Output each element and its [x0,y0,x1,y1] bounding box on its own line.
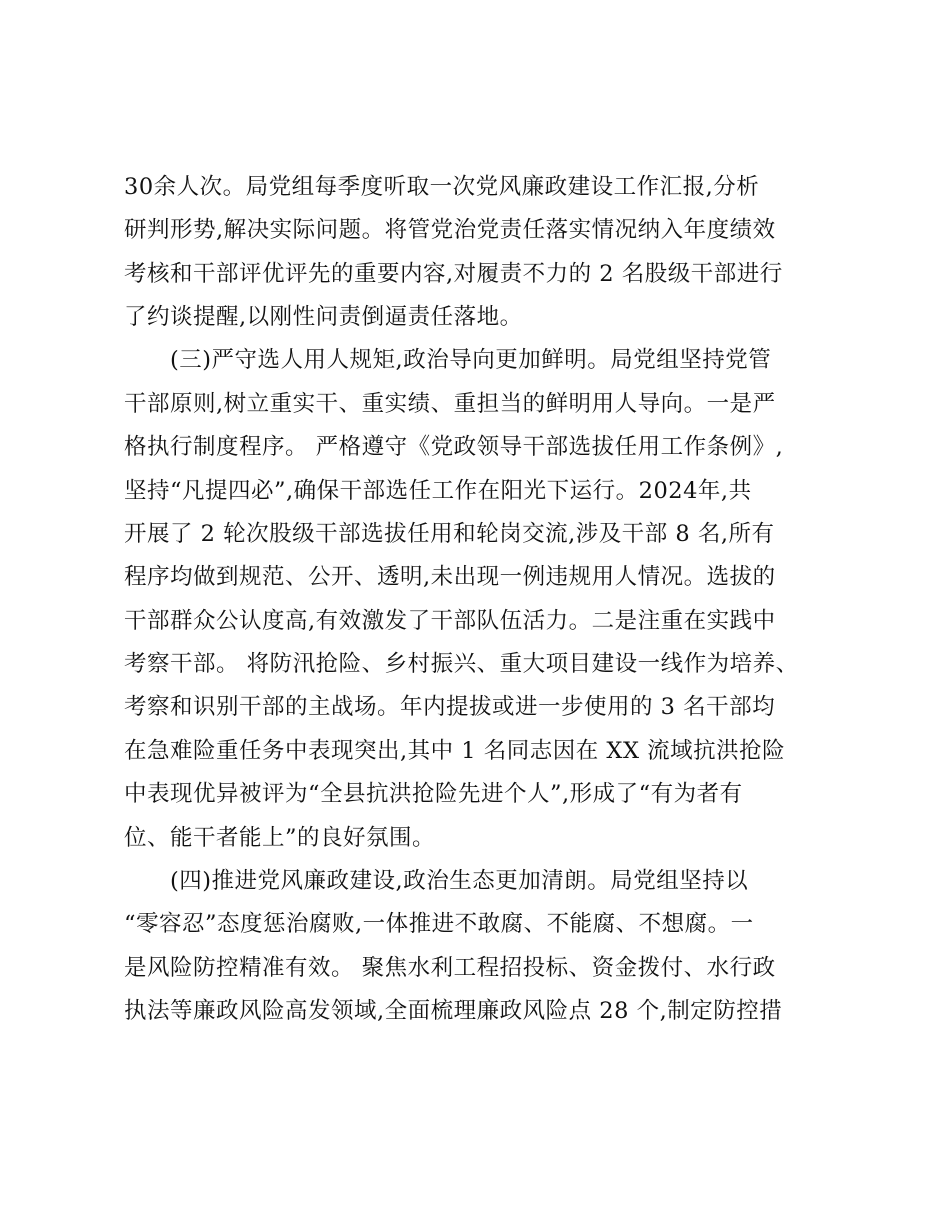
section-heading-line: (三)严守选人用人规矩,政治导向更加鲜明。局党组坚持党管 [170,347,772,373]
text-line: 考核和干部评优评先的重要内容,对履责不力的 2 名股级干部进行 [124,261,783,287]
text-line: 研判形势,解决实际问题。将管党治党责任落实情况纳入年度绩效 [124,217,776,243]
text-line: 干部群众公认度高,有效激发了干部队伍活力。二是注重在实践中 [124,608,776,634]
text-line: 了约谈提醒,以刚性问责倒逼责任落地。 [124,304,523,330]
text-line: 是风险防控精准有效。 聚焦水利工程招投标、资金拨付、水行政 [124,955,776,981]
text-line: 坚持“凡提四必”,确保干部选任工作在阳光下运行。2024年,共 [124,478,752,504]
text-line: 考察干部。 将防汛抢险、乡村振兴、重大项目建设一线作为培养、 [124,651,799,677]
text-line: 考察和识别干部的主战场。年内提拔或进一步使用的 3 名干部均 [124,694,776,720]
text-line: 干部原则,树立重实干、重实绩、重担当的鲜明用人导向。一是严 [124,391,776,417]
text-line: “零容忍”态度惩治腐败,一体推进不敢腐、不能腐、不想腐。一 [124,911,754,937]
text-line: 开展了 2 轮次股级干部选拔任用和轮岗交流,涉及干部 8 名,所有 [124,521,775,547]
text-line: 30余人次。局党组每季度听取一次党风廉政建设工作汇报,分析 [124,174,760,200]
text-line: 中表现优异被评为“全县抗洪抢险先进个人”,形成了“有为者有 [124,781,743,807]
text-line: 在急难险重任务中表现突出,其中 1 名同志因在 XX 流域抗洪抢险 [124,738,786,764]
text-line: 执法等廉政风险高发领域,全面梳理廉政风险点 28 个,制定防控措 [124,998,783,1024]
text-line: 格执行制度程序。 严格遵守《党政领导干部选拔任用工作条例》, [124,434,784,460]
text-line: 程序均做到规范、公开、透明,未出现一例违规用人情况。选拔的 [124,564,776,590]
section-heading-line: (四)推进党风廉政建设,政治生态更加清朗。局党组坚持以 [170,868,749,894]
text-line: 位、能干者能上”的良好氛围。 [124,825,436,851]
